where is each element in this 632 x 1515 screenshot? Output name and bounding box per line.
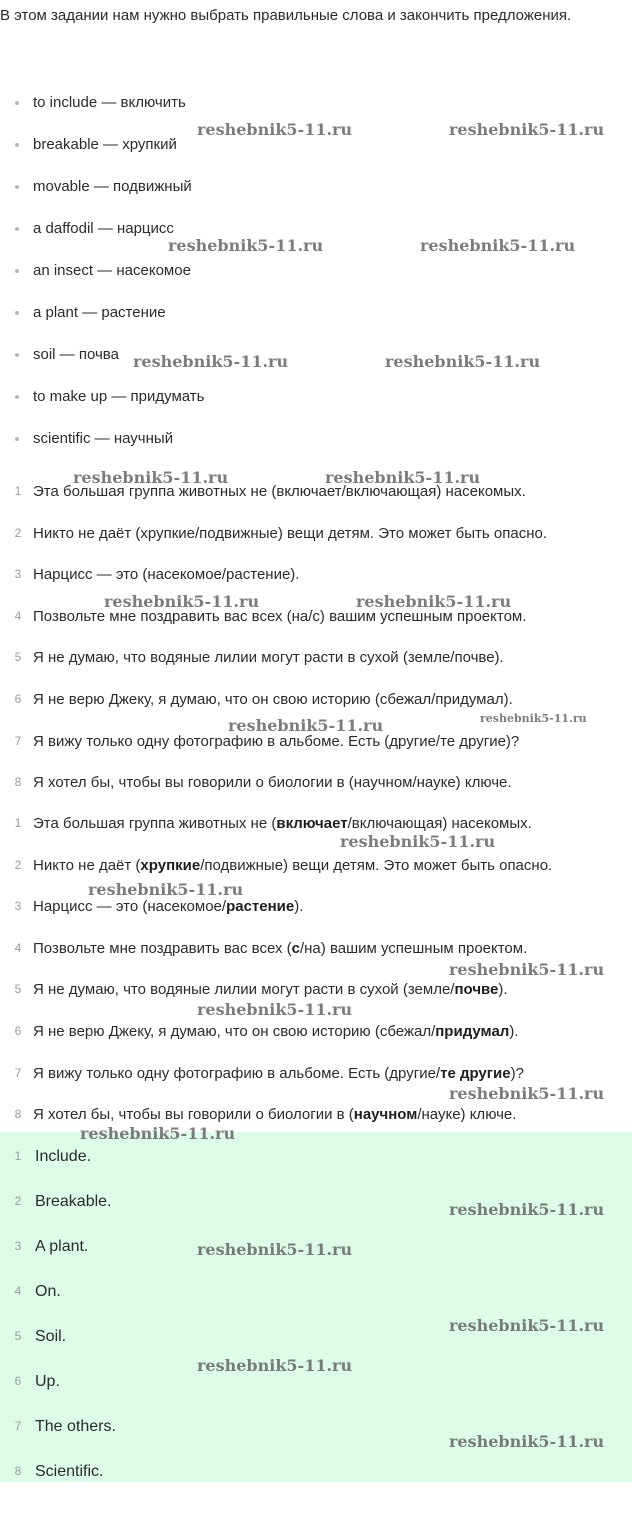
answer-text: /на) вашим успешным проектом. — [299, 939, 528, 957]
answer-item — [0, 1224, 116, 1269]
item-number: 7 — [14, 733, 22, 748]
answer-text: /включающая) насекомых. — [347, 815, 532, 832]
questions-list — [0, 471, 547, 804]
item-number: 4 — [14, 1284, 22, 1298]
item-number: 6 — [14, 1023, 22, 1038]
question-item — [0, 762, 547, 804]
answer-text: Soil. — [35, 1328, 67, 1345]
item-number: 6 — [14, 691, 22, 706]
answer-text: ). — [509, 1022, 519, 1040]
vocab-item — [0, 334, 204, 376]
correct-choice: с — [291, 939, 300, 957]
answer-text: On. — [35, 1283, 61, 1300]
answer-text: )? — [510, 1064, 524, 1082]
vocab-text: scientific — научный — [33, 430, 174, 447]
answer-item — [0, 928, 552, 970]
bullet-dot — [15, 353, 19, 357]
item-number: 2 — [14, 525, 22, 540]
answer-text: Я не думаю, что водяные лилии могут расти в сухой (земле/ — [33, 981, 455, 999]
question-text: Я вижу только одну фотографию в альбоме. Есть (другие/те другие)? — [33, 732, 520, 750]
watermark: reshebnik5-11.ru — [88, 880, 244, 899]
watermark: reshebnik5-11.ru — [197, 1000, 353, 1019]
question-item — [0, 554, 547, 596]
vocab-text: a daffodil — нарцисс — [33, 220, 174, 237]
vocab-text: a plant — растение — [33, 304, 166, 321]
answer-text: Эта большая группа животных не ( — [33, 815, 277, 832]
bullet-dot — [15, 185, 19, 189]
watermark: reshebnik5-11.ru — [197, 1356, 353, 1375]
vocab-item — [0, 376, 204, 418]
watermark: reshebnik5-11.ru — [356, 592, 512, 611]
correct-choice: хрупкие — [140, 856, 201, 874]
vocab-text: an insect — насекомое — [33, 262, 191, 279]
watermark: reshebnik5-11.ru — [197, 1240, 353, 1259]
item-number: 1 — [14, 816, 22, 830]
watermark: reshebnik5-11.ru — [449, 1432, 605, 1451]
answer-text: Позвольте мне поздравить вас всех ( — [33, 939, 292, 957]
vocabulary-list — [0, 82, 204, 460]
item-number: 3 — [14, 1239, 22, 1253]
bullet-dot — [15, 269, 19, 273]
item-number: 5 — [14, 650, 22, 665]
answer-text: Никто не даёт ( — [33, 856, 141, 874]
vocab-text: to make up — придумать — [33, 388, 205, 405]
question-text: Нарцисс — это (насекомое/растение). — [33, 566, 300, 584]
question-text: Никто не даёт (хрупкие/подвижные) вещи детям. Это может быть опасно. — [33, 524, 547, 542]
item-number: 5 — [14, 1329, 22, 1343]
item-number: 8 — [14, 1464, 22, 1478]
answer-item — [0, 1449, 116, 1494]
item-number: 1 — [14, 484, 22, 498]
vocab-item — [0, 166, 204, 208]
item-number: 2 — [14, 857, 22, 872]
vocab-text: movable — подвижный — [33, 178, 192, 195]
watermark: reshebnik5-11.ru — [449, 120, 605, 139]
watermark: reshebnik5-11.ru — [197, 120, 353, 139]
item-number: 8 — [14, 1107, 22, 1122]
item-number: 3 — [14, 567, 22, 582]
answer-text: A plant. — [35, 1238, 89, 1255]
answer-text: Я не верю Джеку, я думаю, что он свою историю (сбежал/ — [33, 1022, 436, 1040]
bullet-dot — [15, 437, 19, 441]
answer-item — [0, 886, 552, 928]
answer-text: Я хотел бы, чтобы вы говорили о биологии в ( — [33, 1106, 354, 1124]
watermark: reshebnik5-11.ru — [420, 236, 576, 255]
answer-text: ). — [498, 981, 508, 999]
answer-item — [0, 1094, 552, 1136]
watermark: reshebnik5-11.ru — [73, 468, 229, 487]
question-item — [0, 679, 547, 721]
answer-item — [0, 1314, 116, 1359]
question-text: Я не верю Джеку, я думаю, что он свою историю (сбежал/придумал). — [33, 690, 513, 708]
bullet-dot — [15, 311, 19, 315]
answer-text: /подвижные) вещи детям. Это может быть опасно. — [200, 856, 553, 874]
question-item — [0, 721, 547, 763]
watermark: reshebnik5-11.ru — [449, 1200, 605, 1219]
bullet-dot — [15, 101, 19, 105]
answer-text: Scientific. — [35, 1463, 104, 1480]
question-text: Эта большая группа животных не (включает/включающая) насекомых. — [33, 483, 526, 500]
answer-item — [0, 1404, 116, 1449]
correct-choice: научном — [353, 1106, 418, 1124]
answer-text: The others. — [35, 1418, 116, 1435]
item-number: 5 — [14, 982, 22, 997]
watermark: reshebnik5-11.ru — [325, 468, 481, 487]
bullet-dot — [15, 227, 19, 231]
answers-ru-list — [0, 803, 552, 1136]
vocab-item — [0, 418, 204, 460]
correct-choice: придумал — [435, 1022, 510, 1040]
question-text: Я не думаю, что водяные лилии могут расти в сухой (земле/почве). — [33, 649, 504, 667]
correct-choice: те другие — [440, 1064, 511, 1082]
item-number: 6 — [14, 1374, 22, 1388]
watermark: reshebnik5-11.ru — [104, 592, 260, 611]
watermark: reshebnik5-11.ru — [449, 1084, 605, 1103]
vocab-item — [0, 124, 204, 166]
answer-text: ). — [294, 898, 304, 916]
question-item — [0, 513, 547, 555]
answer-item — [0, 1179, 116, 1224]
item-number: 7 — [14, 1419, 22, 1433]
item-number: 7 — [14, 1065, 22, 1080]
question-text: Позвольте мне поздравить вас всех (на/с) вашим успешным проектом. — [33, 607, 527, 625]
vocab-item — [0, 82, 204, 124]
answer-text: Breakable. — [35, 1193, 112, 1210]
answer-item — [0, 845, 552, 887]
vocab-item — [0, 250, 204, 292]
answer-text: Нарцисс — это (насекомое/ — [33, 898, 227, 916]
watermark: reshebnik5-11.ru — [340, 832, 496, 851]
item-number: 4 — [14, 940, 22, 955]
answer-text: /науке) ключе. — [417, 1106, 517, 1124]
answer-item — [0, 1053, 552, 1095]
item-number: 3 — [14, 899, 22, 914]
question-text: Я хотел бы, чтобы вы говорили о биологии в (научном/науке) ключе. — [33, 774, 512, 792]
correct-choice: включает — [276, 815, 348, 832]
vocab-item — [0, 208, 204, 250]
vocab-text: breakable — хрупкий — [33, 136, 177, 153]
intro-text: В этом задании нам нужно выбрать правильные слова и закончить предложения. — [0, 7, 572, 24]
vocab-text: to include — включить — [33, 94, 186, 111]
item-number: 8 — [14, 775, 22, 790]
item-number: 2 — [14, 1194, 22, 1208]
question-item — [0, 596, 547, 638]
watermark: reshebnik5-11.ru — [80, 1124, 236, 1143]
answer-item — [0, 1359, 116, 1404]
bullet-dot — [15, 395, 19, 399]
watermark: reshebnik5-11.ru — [168, 236, 324, 255]
correct-choice: растение — [226, 898, 295, 916]
watermark: reshebnik5-11.ru — [228, 716, 384, 735]
correct-choice: почве — [454, 981, 499, 999]
vocab-text: soil — почва — [33, 346, 119, 363]
watermark: reshebnik5-11.ru — [449, 960, 605, 979]
answer-text: Up. — [35, 1373, 60, 1390]
bullet-dot — [15, 143, 19, 147]
answer-item — [0, 1269, 116, 1314]
vocab-item — [0, 292, 204, 334]
item-number: 4 — [14, 608, 22, 623]
answer-item — [0, 1011, 552, 1053]
watermark: reshebnik5-11.ru — [449, 1316, 605, 1335]
answer-text: Include. — [35, 1148, 92, 1165]
answer-item — [0, 969, 552, 1011]
watermark: reshebnik5-11.ru — [480, 712, 587, 725]
question-item — [0, 471, 547, 513]
watermark: reshebnik5-11.ru — [133, 352, 289, 371]
answer-text: Я вижу только одну фотографию в альбоме. Есть (другие/ — [33, 1064, 441, 1082]
item-number: 1 — [14, 1149, 22, 1163]
watermark: reshebnik5-11.ru — [385, 352, 541, 371]
answers-en-list — [0, 1134, 116, 1494]
answer-item — [0, 803, 552, 845]
question-item — [0, 637, 547, 679]
answer-item — [0, 1134, 116, 1179]
